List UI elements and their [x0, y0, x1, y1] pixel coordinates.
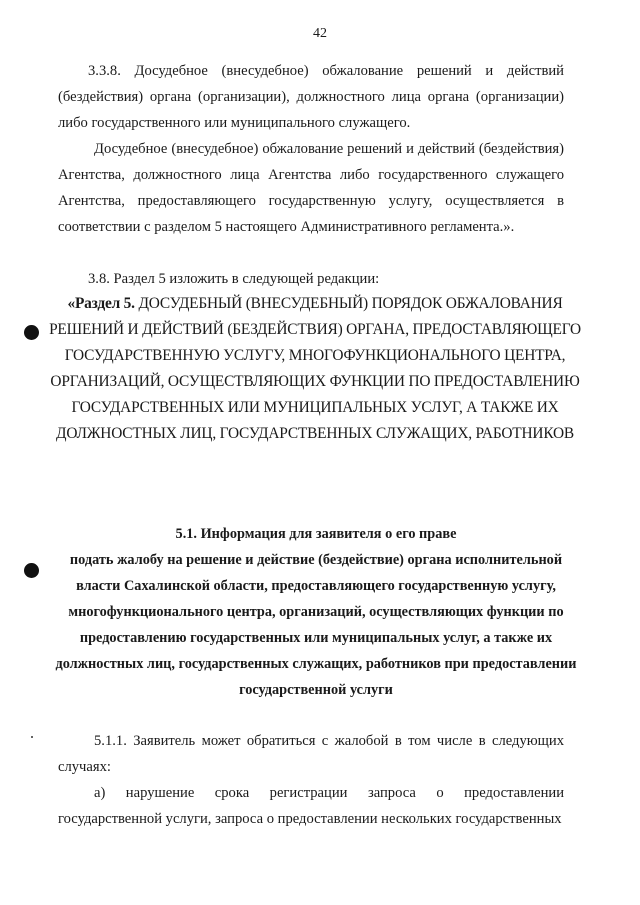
paragraph-3-8: 3.8. Раздел 5 изложить в следующей редакции:	[88, 271, 380, 287]
punch-hole-bottom	[24, 563, 39, 578]
paragraph-3-3-8: 3.3.8. Досудебное (внесудебное) обжалование решений и действий (бездействия) органа (организации), должностного лица органа (организации) либо государственного или муниципального служащего.	[58, 63, 564, 131]
section-5-heading	[48, 291, 582, 447]
subsection-5-1-title: 5.1. Информация для заявителя о его праве	[175, 526, 457, 542]
paragraph-5-1-1: 5.1.1. Заявитель может обратиться с жалобой в том числе в следующих случаях:	[58, 733, 564, 775]
subsection-5-1-body: подать жалобу на решение и действие (бездействие) органа исполнительной власти Сахалинской области, предоставляющего государственную услугу, многофункционального центра, организаций, осуществляющих функции по предоставлению государственных или муниципальных услуг, а также их должностных лиц, государственных служащих, работников при предоставлении государственной услуги	[55, 552, 577, 698]
paragraph-appeal-procedure: Досудебное (внесудебное) обжалование решений и действий (бездействия) Агентства, должностного лица Агентства либо государственного служащего Агентства, предоставляющего государственную услугу, осуществляется в соответствии с разделом 5 настоящего Административного регламента.».	[58, 141, 564, 235]
section-5-heading-text: ДОСУДЕБНЫЙ (ВНЕСУДЕБНЫЙ) ПОРЯДОК ОБЖАЛОВАНИЯ РЕШЕНИЙ И ДЕЙСТВИЙ (БЕЗДЕЙСТВИЯ) ОРГАНА, ПРЕДОСТАВЛЯЮЩЕГО ГОСУДАРСТВЕННУЮ УСЛУГУ, МНОГОФУНКЦИОНАЛЬНОГО ЦЕНТРА, ОРГАНИЗАЦИЙ, ОСУЩЕСТВЛЯЮЩИХ ФУНКЦИИ ПО ПРЕДОСТАВЛЕНИЮ ГОСУДАРСТВЕННЫХ ИЛИ МУНИЦИПАЛЬНЫХ УСЛУГ, А ТАКЖЕ ИХ ДОЛЖНОСТНЫХ ЛИЦ, ГОСУДАРСТВЕННЫХ СЛУЖАЩИХ, РАБОТНИКОВ	[49, 295, 581, 442]
paragraph-item-a: а) нарушение срока регистрации запроса о предоставлении государственной услуги, запроса о предоставлении нескольких государственных	[58, 785, 564, 827]
scan-speck	[31, 736, 33, 738]
punch-hole-top	[24, 325, 39, 340]
section-5-heading-prefix: «Раздел 5.	[67, 295, 135, 312]
page-number: 42	[313, 26, 327, 41]
